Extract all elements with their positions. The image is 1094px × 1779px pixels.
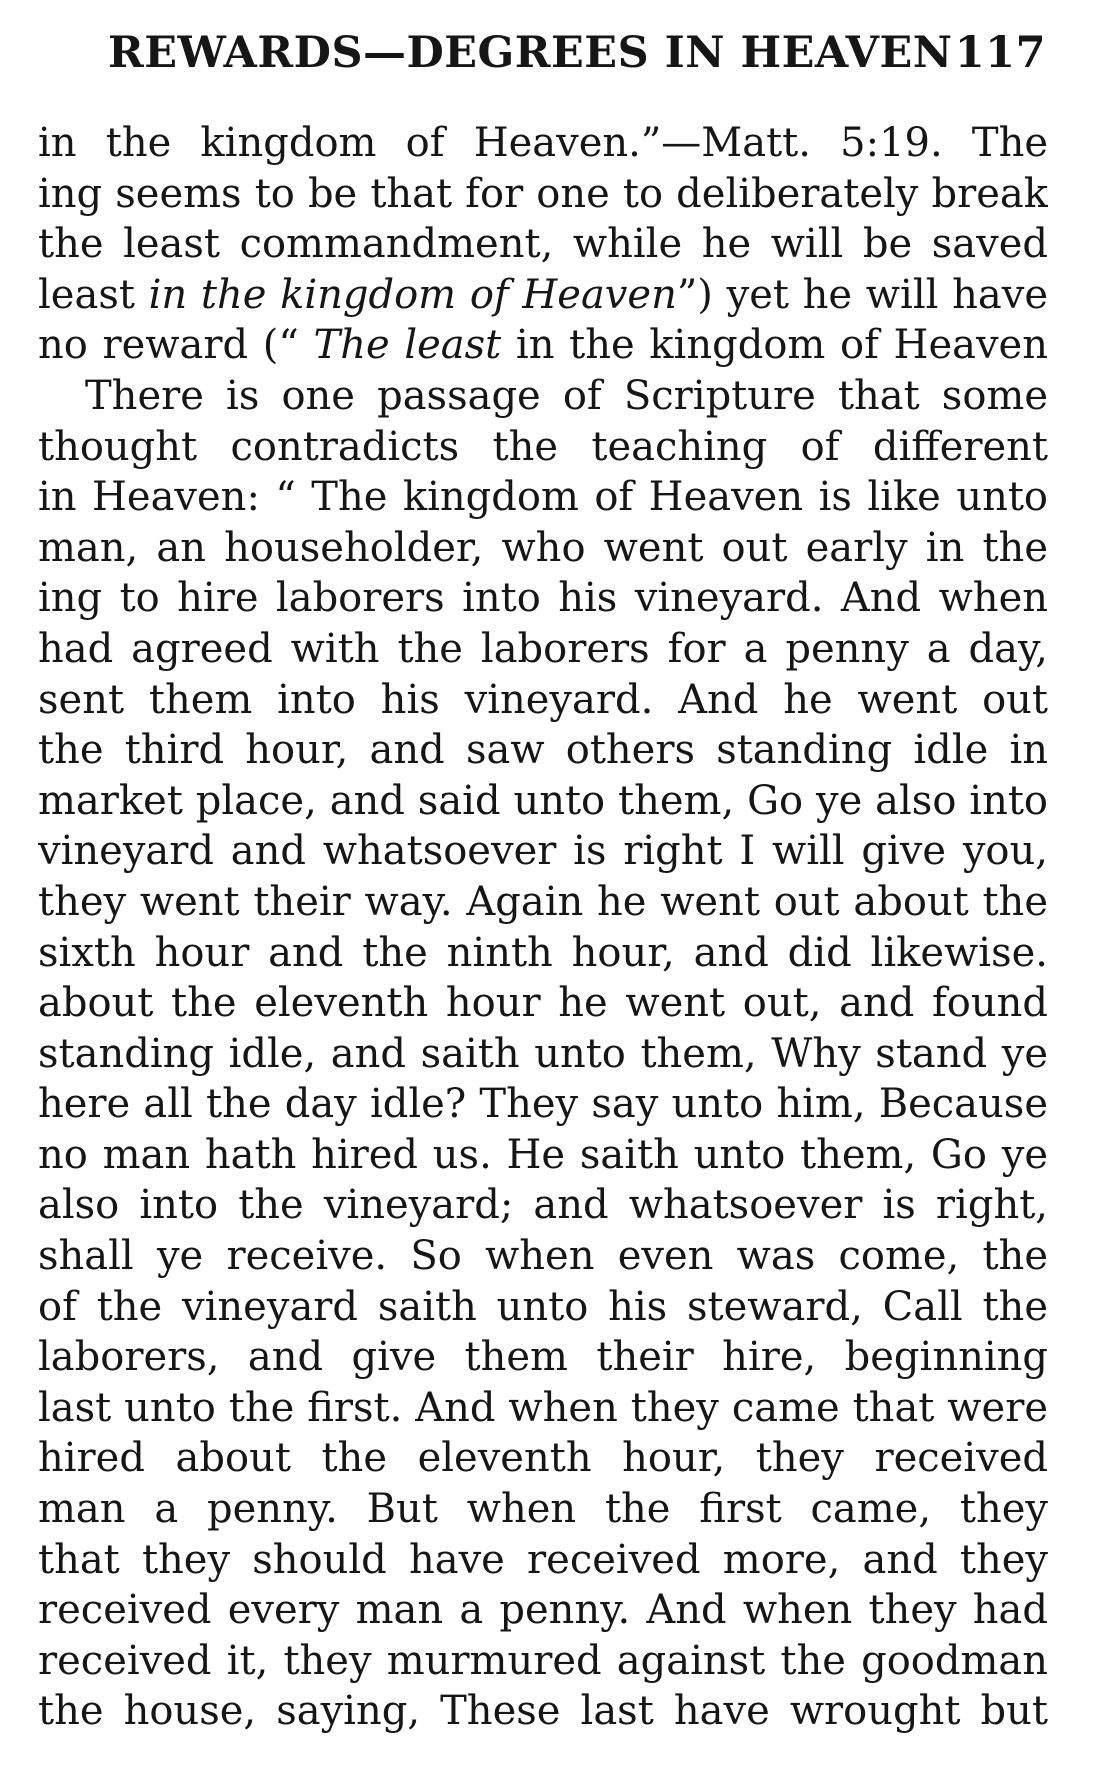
text-line: here all the day idle? They say unto him, Because <box>38 1081 1048 1128</box>
text-line: that they should have received more, and they <box>38 1536 1048 1583</box>
text-line: ing seems to be that for one to deliberately break <box>38 170 1048 217</box>
text-line: least in the kingdom of Heaven”) yet he will have <box>38 271 1048 318</box>
text-line: had agreed with the laborers for a penny a day, <box>38 625 1048 672</box>
text-line: shall ye receive. So when even was come, the <box>38 1233 1048 1280</box>
text-line: standing idle, and saith unto them, Why stand ye <box>38 1030 1048 1077</box>
text-line: There is one passage of Scripture that some <box>85 372 1048 419</box>
text-line: man a penny. But when the first came, they <box>38 1486 1048 1533</box>
text-line: sent them into his vineyard. And he went out <box>38 676 1048 723</box>
text-line: in Heaven: “ The kingdom of Heaven is like unto <box>38 474 1048 521</box>
text-line: no reward (“ The least in the kingdom of Heaven <box>38 322 1048 369</box>
page-number: 117 <box>954 28 1046 78</box>
text-line: also into the vineyard; and whatsoever is right, <box>38 1182 1048 1229</box>
text-line: received it, they murmured against the goodman <box>38 1637 1048 1684</box>
text-line: received every man a penny. And when they had <box>38 1587 1048 1634</box>
text-line: about the eleventh hour he went out, and found <box>38 980 1048 1027</box>
text-line: hired about the eleventh hour, they received <box>38 1435 1048 1482</box>
text-line: vineyard and whatsoever is right I will give you, <box>38 828 1048 875</box>
text-line: the third hour, and saw others standing idle in <box>38 727 1048 774</box>
text-line: thought contradicts the teaching of different <box>38 423 1048 470</box>
italic-phrase: in the kingdom of Heaven <box>148 271 677 318</box>
running-header <box>108 28 1046 86</box>
text-line: no man hath hired us. He saith unto them, Go ye <box>38 1131 1048 1178</box>
text-line: of the vineyard saith unto his steward, Call the <box>38 1283 1048 1330</box>
text-line: sixth hour and the ninth hour, and did likewise. <box>38 929 1048 976</box>
text-line: the house, saying, These last have wrought but <box>38 1688 1048 1735</box>
text-line: market place, and said unto them, Go ye also into <box>38 777 1048 824</box>
text-line: they went their way. Again he went out about the <box>38 878 1048 925</box>
body-text <box>38 118 1048 1737</box>
running-title: REWARDS—DEGREES IN HEAVEN <box>108 28 953 78</box>
text-line: ing to hire laborers into his vineyard. And when <box>38 575 1048 622</box>
text-line: in the kingdom of Heaven.”—Matt. 5:19. The <box>38 120 1048 166</box>
text-line: man, an householder, who went out early in the <box>38 524 1048 571</box>
text-line: the least commandment, while he will be saved <box>38 221 1048 268</box>
text-line: laborers, and give them their hire, beginning <box>38 1334 1048 1381</box>
text-line: last unto the first. And when they came that were <box>38 1384 1048 1431</box>
italic-phrase: The least <box>313 322 502 369</box>
